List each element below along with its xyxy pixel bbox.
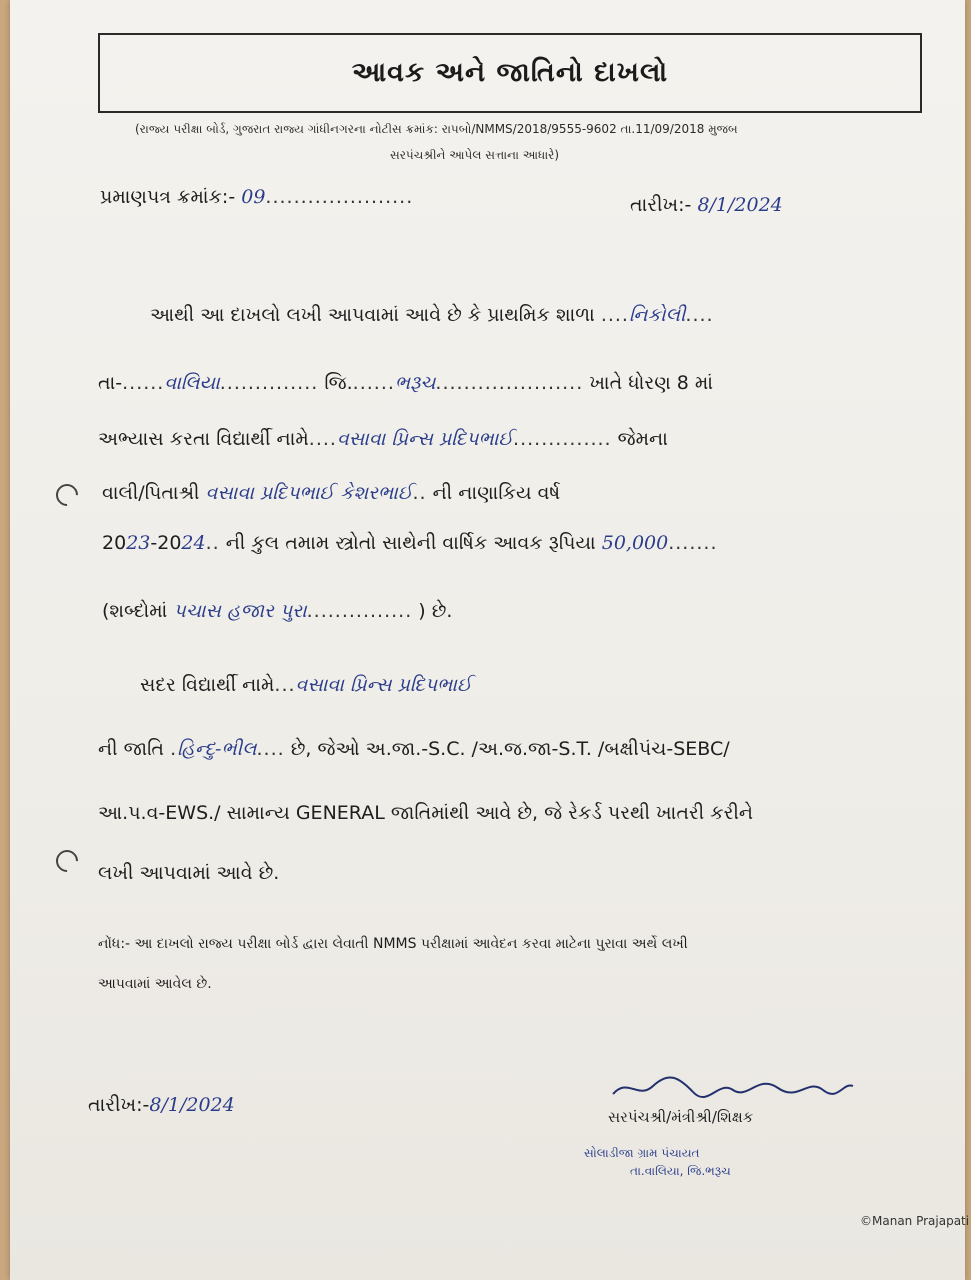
certificate-number-label: પ્રમાણપત્ર ક્રમાંક:-: [100, 186, 236, 208]
certificate-number-row: પ્રમાણપત્ર ક્રમાંક:- 09.....................: [100, 186, 414, 208]
fiscal-year-text: ની નાણાકિય વર્ષ: [432, 482, 561, 504]
income-text: ની કુલ તમામ સ્ત્રોતો સાથેની વાર્ષિક આવક રૂપિયા: [225, 532, 596, 554]
document-title: આવક અને જાતિનો દાખલો: [351, 57, 669, 88]
income-words: પચાસ હજાર પુરા: [173, 600, 307, 622]
certificate-date-row: [630, 194, 783, 216]
income-value: 50,000: [601, 532, 669, 554]
notice-line-2: સરપંચશ્રીને આપેલ સત્તાના આધારે): [390, 148, 560, 162]
whose-text: જેમના: [617, 428, 668, 450]
para1-line1: આથી આ દાખલો લખી આપવામાં આવે છે કે પ્રાથમિક શાળા ....નિકોલી....: [150, 304, 714, 326]
para2-line4: લખી આપવામાં આવે છે.: [98, 862, 280, 884]
para1-line3: અભ્યાસ કરતા વિદ્યાર્થી નામે....વસાવા પ્રિન્સ પ્રદિપભાઈ.............. જેમના: [98, 428, 668, 450]
certificate-date-label: તારીખ:-: [630, 194, 692, 216]
signature-scribble: [608, 1072, 858, 1102]
para1-line5: 2023-2024.. ની કુલ તમામ સ્ત્રોતો સાથેની વાર્ષિક આવક રૂપિયા 50,000.......: [102, 532, 718, 554]
note-line-2: આપવામાં આવેલ છે.: [98, 976, 212, 992]
certificate-number-value: 09: [241, 186, 266, 208]
para1-line6: (શબ્દોમાં પચાસ હજાર પુરા............... ) છે.: [102, 600, 453, 622]
taluka-label: તા-: [98, 372, 123, 394]
year-to-hand: 24: [181, 532, 206, 554]
standard-text: ખાતે ધોરણ 8 માં: [589, 372, 713, 394]
student-label: અભ્યાસ કરતા વિદ્યાર્થી નામે: [98, 428, 309, 450]
parent-label: વાલી/પિતાશ્રી: [102, 482, 200, 504]
para2-line3: આ.પ.વ-EWS./ સામાન્ય GENERAL જાતિમાંથી આવે છે, જે રેકર્ડ પરથી ખાતરી કરીને: [98, 802, 754, 824]
year-to: 20: [157, 532, 182, 554]
caste-value: હિન્દુ-ભીલ: [177, 738, 257, 760]
in-words-suffix: ) છે.: [418, 600, 453, 622]
caste-categories: છે, જેઓ અ.જા.-S.C. /અ.જ.જા-S.T. /બક્ષીપંચ-SEBC/: [290, 738, 730, 760]
footer-date-value: 8/1/2024: [149, 1094, 235, 1116]
school-name: નિકોલી: [628, 304, 686, 326]
certificate-date-value: 8/1/2024: [697, 194, 783, 216]
year-from-hand: 23: [126, 532, 151, 554]
stamp-line-1: સોલાડીજા ગ્રામ પંચાયત: [584, 1146, 700, 1160]
footer-date-row: [88, 1094, 235, 1116]
para1-line4: વાલી/પિતાશ્રી વસાવા પ્રદિપભાઈ કેશરભાઈ.. ની નાણાકિય વર્ષ: [102, 482, 561, 504]
caste-label: ની જાતિ: [98, 738, 165, 760]
para1-text: આથી આ દાખલો લખી આપવામાં આવે છે કે પ્રાથમિક શાળા: [150, 304, 595, 326]
certificate-paper: [10, 0, 970, 1280]
district-value: ભરૂચ: [394, 372, 436, 394]
signature-role: સરપંચશ્રી/મંત્રીશ્રી/શિક્ષક: [608, 1108, 754, 1126]
para2-line2: ની જાતિ .હિન્દુ-ભીલ.... છે, જેઓ અ.જા.-S.C. /અ.જ.જા-S.T. /બક્ષીપંચ-SEBC/: [98, 738, 730, 760]
para1-line2: તા-......વાલિયા.............. જિ.......ભરૂચ..................... ખાતે ધોરણ 8 માં: [98, 372, 713, 394]
district-label: જિ.: [324, 372, 353, 394]
year-from: 20: [102, 532, 127, 554]
note-line-1: નોંધ:- આ દાખલો રાજ્ય પરીક્ષા બોર્ડ દ્વારા લેવાતી NMMS પરીક્ષામાં આવેદન કરવા માટેના પુરાવા અર્થે લખી: [98, 936, 688, 952]
title-box: [98, 33, 922, 113]
punch-hole-bottom: [51, 845, 82, 876]
punch-hole-top: [51, 479, 82, 510]
para2-line1: સદર વિદ્યાર્થી નામે...વસાવા પ્રિન્સ પ્રદિપભાઈ: [140, 674, 472, 696]
copyright-text: ©Manan Prajapati: [860, 1214, 970, 1228]
student-name: વસાવા પ્રિન્સ પ્રદિપભાઈ: [336, 428, 514, 450]
student-name-2: વસાવા પ્રિન્સ પ્રદિપભાઈ: [295, 674, 472, 696]
footer-date-label: તારીખ:-: [88, 1094, 150, 1116]
notice-line-1: (રાજ્ય પરીક્ષા બોર્ડ, ગુજરાત રાજ્ય ગાંધીનગરના નોટીસ ક્રમાંક: રાપબો/NMMS/2018/9555-9602 તા.11/09/2018 મુજબ: [135, 122, 738, 136]
parent-name: વસાવા પ્રદિપભાઈ કેશરભાઈ: [205, 482, 413, 504]
taluka-value: વાલિયા: [164, 372, 220, 394]
in-words-label: (શબ્દોમાં: [102, 600, 168, 622]
stamp-line-2: તા.વાલિયા, જિ.ભરૂચ: [630, 1164, 731, 1178]
student-label-2: સદર વિદ્યાર્થી નામે: [140, 674, 275, 696]
